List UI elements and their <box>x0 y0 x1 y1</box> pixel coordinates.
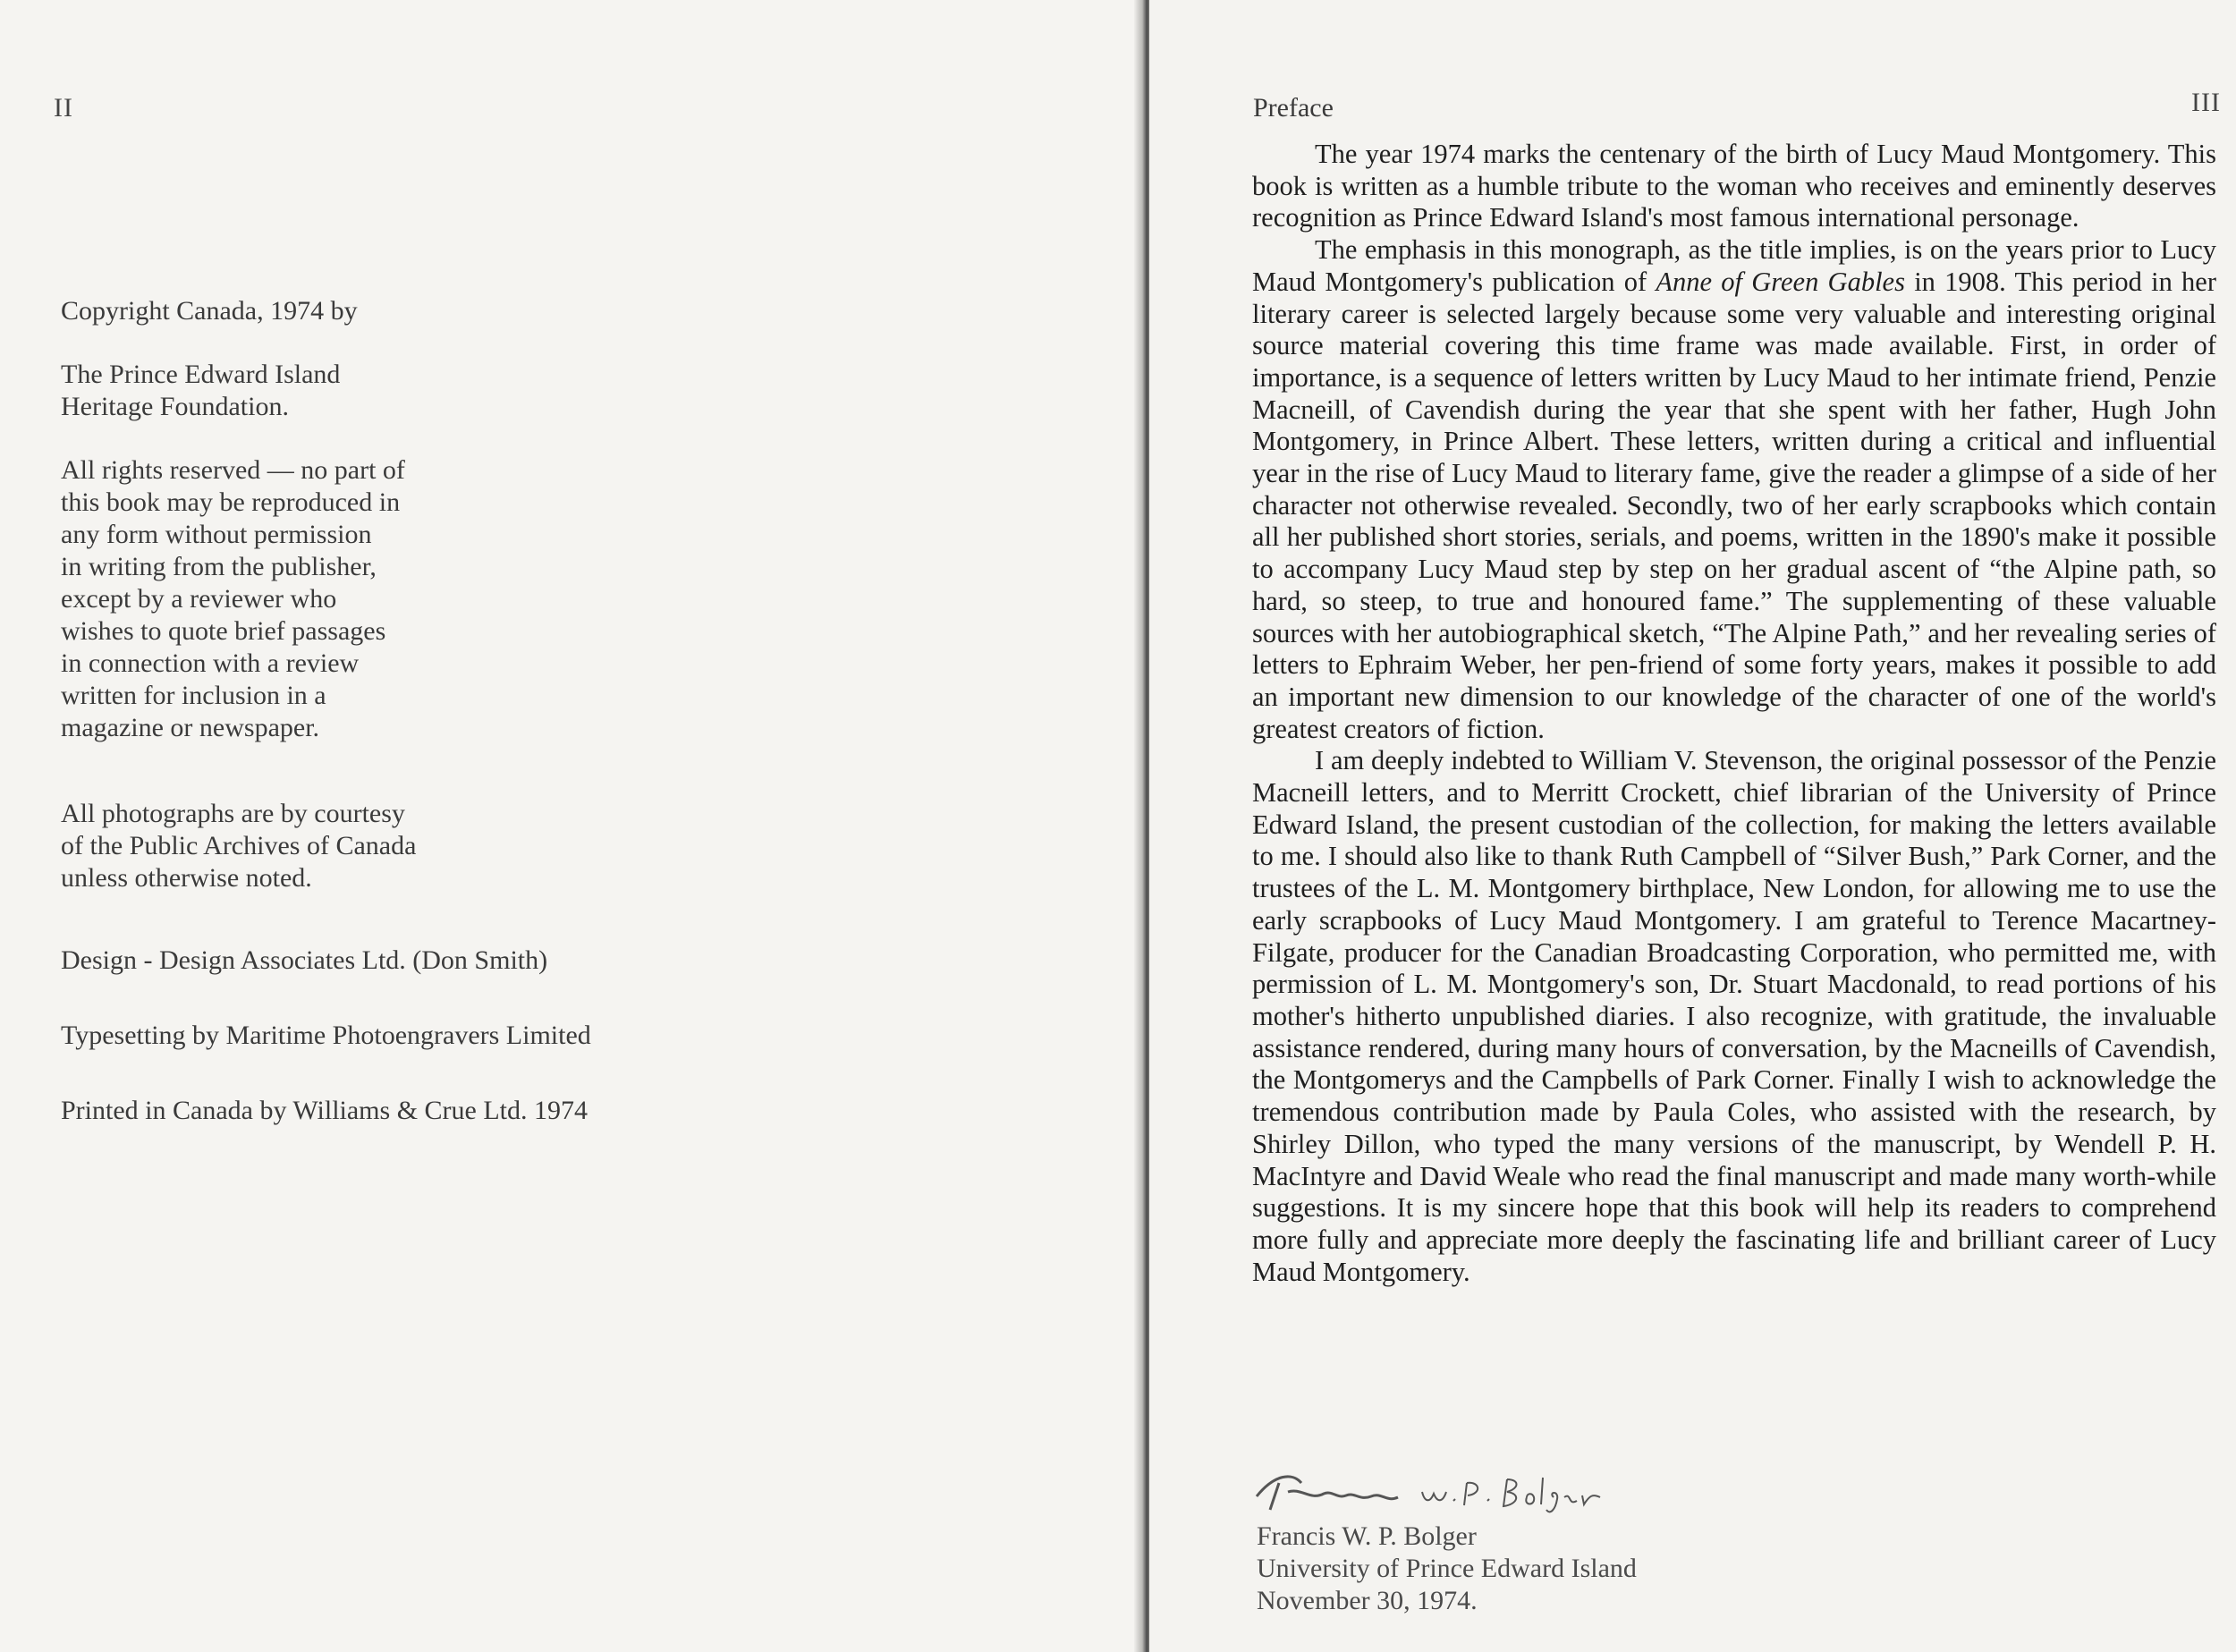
author-name: Francis W. P. Bolger <box>1257 1521 1477 1551</box>
publisher-line-1: The Prince Edward Island <box>61 360 341 389</box>
rights-line: any form without permission <box>61 520 372 549</box>
paragraph-2-text-end: in 1908. This period in her literary career is selected largely because some very valuable and interesting original source material covering this time frame was made available. First, in order of importance, is a sequence of letters written by Lucy Maud to her intimate friend, Penzie Macneill, of Cavendish during the year that she spent with her father, Hugh John Montgomery, in Prince Albert. These letters, written during a critical and influential year in the rise of Lucy Maud to literary fame, give the reader a glimpse of a side of her character not otherwise revealed. Secondly, two of her early scrapbooks which contain all her published short stories, serials, and poems, written in the 1890's make it possible to accompany Lucy Maud step by step on her gradual ascent of “the Alpine path, so hard, so steep, to true and honoured fame.” The supplementing of these valuable sources with her autobiographical sketch, “The Alpine Path,” and her revealing series of letters to Ephraim Weber, her pen-friend of some forty years, makes it possible to add an important new dimension to our knowledge of the character of one of the world's greatest creators of fiction. <box>1252 266 2216 744</box>
rights-line: in connection with a review <box>61 648 360 678</box>
rights-line: wishes to quote brief passages <box>61 616 386 646</box>
printer-credit-text: Printed in Canada by Williams & Crue Ltd. 1974 <box>61 1096 588 1125</box>
copyright-line <box>61 295 358 327</box>
photo-credit-line: unless otherwise noted. <box>61 863 312 893</box>
rights-line: this book may be reproduced in <box>61 487 401 517</box>
book-title: Anne of Green Gables <box>1656 266 1905 297</box>
preface-body <box>1252 139 2216 1288</box>
typesetting-credit-text: Typesetting by Maritime Photoengravers Limited <box>61 1021 591 1050</box>
rights-line: in writing from the publisher, <box>61 552 377 581</box>
publisher-line-2: Heritage Foundation. <box>61 392 289 421</box>
handwritten-signature <box>1239 1456 1614 1528</box>
author-institution: University of Prince Edward Island <box>1257 1554 1637 1583</box>
design-credit-text: Design - Design Associates Ltd. (Don Smith) <box>61 945 548 975</box>
left-page-number: II <box>54 93 73 123</box>
running-head: Preface <box>1253 93 1334 123</box>
preface-paragraph-3: I am deeply indebted to William V. Stevenson, the original possessor of the Penzie Macneill letters, and to Merritt Crockett, chief librarian of the University of Prince Edward Island, the present custodian of the collection, for making the letters available to me. I should also like to thank Ruth Campbell of “Silver Bush,” Park Corner, and the trustees of the L. M. Montgomery birthplace, New London, for allowing me to use the early scrapbooks of Lucy Maud Montgomery. I am grateful to Terence Macartney-Filgate, producer for the Canadian Broadcasting Corporation, who permitted me, with permission of L. M. Montgomery's son, Dr. Stuart Macdonald, to read portions of his mother's hitherto unpublished diaries. I also recognize, with gratitude, the invaluable assistance rendered, during many hours of conversation, by the Macneills of Cavendish, the Montgomerys and the Campbells of Park Corner. Finally I wish to acknowledge the tremendous contribution made by Paula Coles, who assisted with the research, by Shirley Dillon, who typed the many versions of the manuscript, by Wendell P. H. MacIntyre and David Weale who read the final manuscript and made many worth-while suggestions. It is my sincere hope that this book will help its readers to comprehend more fully and appreciate more deeply the fascinating life and brilliant career of Lucy Maud Montgomery. <box>1252 745 2216 1287</box>
paragraph-2-text-start: The emphasis in this monograph, as the title implies, is on the years prior to Lucy Maud Montgomery's publication of <box>1252 234 2216 297</box>
rights-line: magazine or newspaper. <box>61 713 320 742</box>
copyright-text: Copyright Canada, 1974 by <box>61 296 358 326</box>
typesetting-credit <box>61 1020 591 1052</box>
photo-credit-block <box>61 798 416 894</box>
rights-block <box>61 454 405 744</box>
rights-line: except by a reviewer who <box>61 584 337 614</box>
preface-paragraph-1: The year 1974 marks the centenary of the birth of Lucy Maud Montgomery. This book is written as a humble tribute to the woman who receives and eminently deserves recognition as Prince Edward Island's most famous international personage. <box>1252 139 2216 233</box>
rights-line: All rights reserved — no part of <box>61 455 405 485</box>
photo-credit-line: of the Public Archives of Canada <box>61 831 417 860</box>
rights-line: written for inclusion in a <box>61 681 326 710</box>
photo-credit-line: All photographs are by courtesy <box>61 799 405 828</box>
printer-credit <box>61 1095 588 1127</box>
preface-paragraph-2 <box>1252 234 2216 745</box>
publisher-block <box>61 359 340 423</box>
signoff-block <box>1257 1521 1637 1617</box>
design-credit <box>61 945 547 977</box>
signoff-date: November 30, 1974. <box>1257 1586 1478 1615</box>
right-page-number: III <box>2191 88 2221 117</box>
